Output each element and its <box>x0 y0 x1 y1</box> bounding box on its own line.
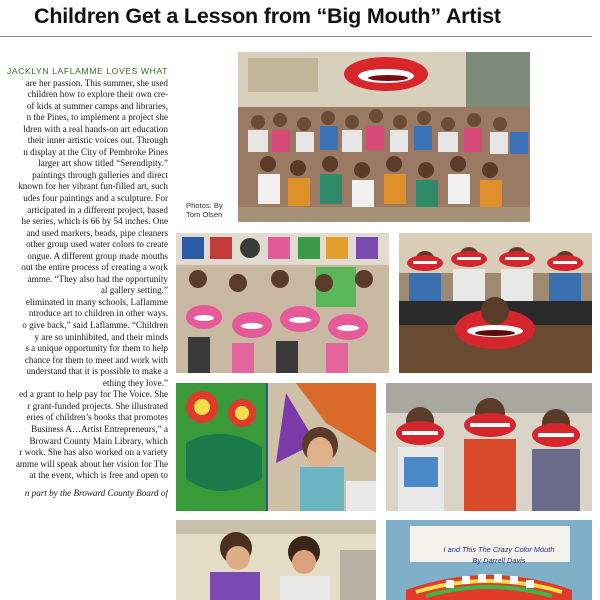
photo-group-classroom <box>238 52 530 222</box>
article-line: y are so uninhibited, and their minds <box>34 331 168 342</box>
article-line: understand that it is possible to make a <box>26 366 168 377</box>
article-line: he series, which is 66 by 54 inches. One <box>21 216 168 227</box>
photo-kids-mouth-paintings <box>176 233 389 373</box>
article-line: their inner artistic voices out. Through <box>27 135 168 146</box>
article-line: Business A…Artist Entrepreneurs,” a <box>31 423 168 434</box>
article-line: udes four paintings and a sculpture. For <box>23 193 168 204</box>
article-line: children how to explore their own cre- <box>27 89 168 100</box>
article-line: s a unique opportunity for them to help <box>25 343 168 354</box>
photo-boys-mouth-masks <box>386 383 592 511</box>
photo-artist-with-painting <box>176 383 376 511</box>
article-column <box>0 66 168 600</box>
article-line: articipated in a different project, based <box>27 204 168 215</box>
article-line: paintings through galleries and direct <box>32 169 168 180</box>
article-line: amme. “They also had the opportunity <box>27 273 168 284</box>
photo-credit-line: Photos: By <box>186 201 223 210</box>
artwork-sign <box>424 544 574 566</box>
article-line: ongue. A different group made mouths <box>27 250 168 261</box>
photo-credit <box>186 201 236 219</box>
photo-credit-line: Tom Olsen <box>186 210 223 219</box>
article-line: o give back,” said Laflamme. “Children <box>22 320 168 331</box>
article-line: eries of children’s books that promotes <box>26 412 168 423</box>
article-line: larger art show titled “Serendipity.” <box>38 158 168 169</box>
article-line: ntroduce art to children in other ways. <box>28 308 168 319</box>
headline-rule <box>0 36 592 37</box>
article-line: ed a grant to help pay for The Voice. She <box>18 389 168 400</box>
headline: Children Get a Lesson from “Big Mouth” Artist <box>34 4 501 28</box>
article-line: out the entire process of creating a work <box>21 262 168 273</box>
article-line: ething they love.” <box>102 377 168 388</box>
artwork-sign-line: I and This The Crazy Color Mouth <box>443 545 555 554</box>
photo-kids-mouth-masks <box>399 233 592 373</box>
artwork-sign-line: By Darrell Davis <box>472 556 526 565</box>
article-line: n display at the City of Pembroke Pines <box>23 146 168 157</box>
article-line: are her passion. This summer, she used <box>25 77 168 88</box>
photo-kids-drawing <box>176 520 376 600</box>
article-line: n part by the Broward County Board of <box>24 487 168 498</box>
article-line: known for her vibrant fun-filled art, such <box>18 181 168 192</box>
article-line: r grant-funded projects. She illustrated <box>27 400 168 411</box>
article-line: n the Pines, to implement a project she <box>26 112 168 123</box>
article-line: r work. She has also worked on a variety <box>19 447 168 458</box>
article-line: chance for them to meet and work with <box>24 354 168 365</box>
article-line: at the event, which is free and open to <box>29 470 168 481</box>
article-line: and used markers, beads, pipe cleaners <box>26 227 168 238</box>
article-line: of kids at summer camps and libraries, <box>26 100 168 111</box>
article-line: ldren with a real hands-on art education <box>23 123 168 134</box>
article-line: other group used water colors to create <box>26 239 168 250</box>
article-line: amme will speak about her vision for The <box>15 458 168 469</box>
article-line: al gallery setting.” <box>100 285 168 296</box>
article-line: eliminated in many schools, Laflamme <box>25 296 168 307</box>
article-line: JACKLYN LAFLAMME LOVES WHAT <box>6 66 168 76</box>
article-line: Broward County Main Library, which <box>29 435 168 446</box>
